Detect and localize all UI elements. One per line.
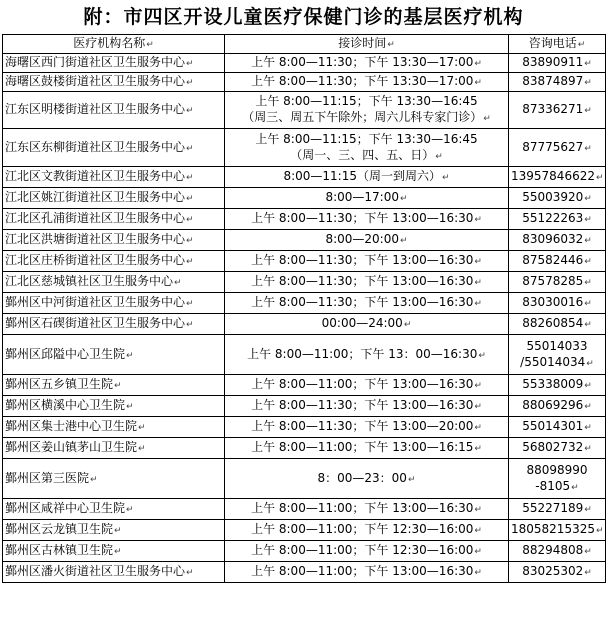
hours-cell [225, 167, 509, 188]
phone-line: 56802732↵ [522, 440, 592, 454]
hours-cell [225, 129, 509, 167]
phone-line: 83890911↵ [522, 55, 592, 69]
hours-line: 8：00—23：00↵ [317, 470, 416, 485]
hours-line: 上午 8:00—11:00；下午 13：00—16:30↵ [247, 346, 486, 361]
hours-line: 上午 8:00—11:00；下午 12:30—16:00↵ [251, 543, 482, 557]
table-row [3, 54, 606, 73]
institution-name-cell: 海曙区鼓楼街道社区卫生服务中心↵ [3, 73, 225, 92]
phone-line: 88069296↵ [522, 398, 592, 412]
phone-cell [509, 209, 606, 230]
table-row [3, 293, 606, 314]
institution-name-cell: 鄞州区邱隘中心卫生院↵ [3, 335, 225, 375]
table-row [3, 459, 606, 499]
table-row [3, 438, 606, 459]
institution-name: 鄞州区横溪中心卫生院 [5, 398, 126, 412]
institution-name-cell: 江北区文教街道社区卫生服务中心↵ [3, 167, 225, 188]
table-row [3, 520, 606, 541]
institution-name: 鄞州区云龙镇卫生院 [5, 522, 114, 536]
phone-cell [509, 293, 606, 314]
phone-cell [509, 520, 606, 541]
phone-line: 13957846622↵ [511, 169, 604, 183]
hours-cell [225, 562, 509, 583]
table-row [3, 188, 606, 209]
clinic-table [2, 34, 606, 583]
hours-cell [225, 54, 509, 73]
institution-name: 鄞州区姜山镇茅山卫生院 [5, 440, 138, 454]
phone-cell [509, 417, 606, 438]
phone-cell [509, 188, 606, 209]
table-row [3, 230, 606, 251]
phone-cell [509, 129, 606, 167]
hours-line: 00:00—24:00↵ [321, 316, 412, 330]
institution-name-cell: 江北区庄桥街道社区卫生服务中心↵ [3, 251, 225, 272]
institution-name-cell: 鄞州区中河街道社区卫生服务中心↵ [3, 293, 225, 314]
hours-cell [225, 73, 509, 92]
hours-line: 8:00—11:15（周一到周六）↵ [283, 169, 450, 183]
phone-cell [509, 459, 606, 499]
phone-cell [509, 375, 606, 396]
institution-name: 江北区庄桥街道社区卫生服务中心 [5, 253, 186, 267]
institution-name-cell: 鄞州区云龙镇卫生院↵ [3, 520, 225, 541]
hours-cell [225, 188, 509, 209]
institution-name-cell: 江北区姚江街道社区卫生服务中心↵ [3, 188, 225, 209]
hours-line: 上午 8:00—11:30；下午 13:00—20:00↵ [251, 419, 482, 433]
phone-cell [509, 230, 606, 251]
phone-cell [509, 92, 606, 129]
phone-line: 18058215325↵ [511, 522, 604, 536]
phone-cell [509, 335, 606, 375]
hours-cell [225, 499, 509, 520]
header-hours: 接诊时间↵ [225, 35, 509, 54]
phone-cell [509, 396, 606, 417]
hours-cell [225, 396, 509, 417]
phone-line: 55122263↵ [522, 211, 592, 225]
institution-name: 江北区慈城镇社区卫生服务中心 [5, 274, 174, 288]
phone-cell [509, 73, 606, 92]
hours-line: 上午 8:00—11:15；下午 13:30—16:45 [255, 131, 478, 146]
institution-name-cell: 鄞州区潘火街道社区卫生服务中心↵ [3, 562, 225, 583]
hours-line: 上午 8:00—11:00；下午 13:00—16:15↵ [251, 440, 482, 454]
table-row [3, 499, 606, 520]
phone-line: 87336271↵ [522, 102, 592, 116]
institution-name-cell: 江北区慈城镇社区卫生服务中心↵ [3, 272, 225, 293]
phone-cell [509, 499, 606, 520]
header-phone: 咨询电话↵ [509, 35, 606, 54]
hours-cell [225, 541, 509, 562]
institution-name: 江北区文教街道社区卫生服务中心 [5, 169, 186, 183]
phone-cell [509, 438, 606, 459]
phone-cell [509, 562, 606, 583]
hours-cell [225, 520, 509, 541]
phone-cell [509, 541, 606, 562]
phone-line: 87775627↵ [522, 139, 592, 154]
institution-name-cell: 鄞州区集士港中心卫生院↵ [3, 417, 225, 438]
hours-line: （周一、三、四、五、日）↵ [290, 147, 443, 162]
hours-cell [225, 417, 509, 438]
hours-cell [225, 272, 509, 293]
page-title: 附：市四区开设儿童医疗保健门诊的基层医疗机构 [83, 6, 524, 28]
table-row [3, 167, 606, 188]
hours-cell [225, 209, 509, 230]
hours-line: 上午 8:00—11:00；下午 13:00—16:30↵ [251, 564, 482, 578]
phone-line: 88260854↵ [522, 316, 592, 330]
phone-line: 55227189↵ [522, 501, 592, 515]
phone-cell [509, 272, 606, 293]
hours-line: 上午 8:00—11:30；下午 13:00—16:30↵ [251, 253, 482, 267]
table-row [3, 396, 606, 417]
institution-name: 鄞州区邱隘中心卫生院 [5, 346, 126, 361]
institution-name: 鄞州区集士港中心卫生院 [5, 419, 138, 433]
hours-cell [225, 251, 509, 272]
institution-name-cell: 海曙区西门街道社区卫生服务中心↵ [3, 54, 225, 73]
hours-cell [225, 438, 509, 459]
hours-line: 8:00—17:00↵ [325, 190, 408, 204]
institution-name-cell: 鄞州区五乡镇卫生院↵ [3, 375, 225, 396]
table-row [3, 209, 606, 230]
institution-name-cell: 江东区东柳街道社区卫生服务中心↵ [3, 129, 225, 167]
institution-name: 鄞州区五乡镇卫生院 [5, 377, 114, 391]
hours-line: 上午 8:00—11:15；下午 13:30—16:45 [255, 94, 478, 108]
phone-line: 55338009↵ [522, 377, 592, 391]
institution-name: 江北区姚江街道社区卫生服务中心 [5, 190, 186, 204]
hours-line: 上午 8:00—11:00；下午 13:00—16:30↵ [251, 501, 482, 515]
institution-name-cell: 江东区明楼街道社区卫生服务中心↵ [3, 92, 225, 129]
institution-name: 江东区东柳街道社区卫生服务中心 [5, 139, 186, 154]
institution-name-cell: 鄞州区横溪中心卫生院↵ [3, 396, 225, 417]
table-row [3, 562, 606, 583]
hours-line: 上午 8:00—11:30；下午 13:30—17:00↵ [251, 74, 482, 88]
phone-line: 83025302↵ [522, 564, 592, 578]
table-row [3, 375, 606, 396]
table-row [3, 335, 606, 375]
institution-name-cell: 鄞州区石碶街道社区卫生服务中心↵ [3, 314, 225, 335]
phone-line: 55003920↵ [522, 190, 592, 204]
phone-cell [509, 314, 606, 335]
institution-name: 鄞州区潘火街道社区卫生服务中心 [5, 564, 186, 578]
institution-name: 江东区明楼街道社区卫生服务中心 [5, 102, 186, 116]
institution-name: 鄞州区咸祥中心卫生院 [5, 501, 126, 515]
institution-name: 鄞州区古林镇卫生院 [5, 543, 114, 557]
table-row [3, 417, 606, 438]
institution-name: 鄞州区中河街道社区卫生服务中心 [5, 295, 186, 309]
table-row [3, 129, 606, 167]
hours-line: （周三、周五下午除外；周六儿科专家门诊）↵ [242, 110, 491, 124]
institution-name-cell: 鄞州区古林镇卫生院↵ [3, 541, 225, 562]
phone-line: 87582446↵ [522, 253, 592, 267]
header-name: 医疗机构名称↵ [3, 35, 225, 54]
institution-name: 海曙区西门街道社区卫生服务中心 [5, 55, 186, 69]
hours-cell [225, 293, 509, 314]
hours-cell [225, 375, 509, 396]
phone-line: 87578285↵ [522, 274, 592, 288]
institution-name-cell: 江北区孔浦街道社区卫生服务中心↵ [3, 209, 225, 230]
institution-name-cell: 鄞州区咸祥中心卫生院↵ [3, 499, 225, 520]
phone-line: 55014033 [526, 338, 588, 353]
hours-line: 8:00—20:00↵ [325, 232, 408, 246]
institution-name-cell: 鄞州区姜山镇茅山卫生院↵ [3, 438, 225, 459]
phone-line: /55014034↵ [520, 354, 594, 369]
hours-cell [225, 92, 509, 129]
phone-line: 88294808↵ [522, 543, 592, 557]
table-header-row [3, 35, 606, 54]
phone-cell [509, 54, 606, 73]
hours-cell [225, 314, 509, 335]
phone-line: 55014301↵ [522, 419, 592, 433]
hours-line: 上午 8:00—11:00；下午 13:00—16:30↵ [251, 377, 482, 391]
table-row [3, 541, 606, 562]
phone-line: 83030016↵ [522, 295, 592, 309]
institution-name: 江北区孔浦街道社区卫生服务中心 [5, 211, 186, 225]
hours-cell [225, 335, 509, 375]
institution-name-cell: 鄞州区第三医院↵ [3, 459, 225, 499]
table-row [3, 73, 606, 92]
institution-name: 海曙区鼓楼街道社区卫生服务中心 [5, 74, 186, 88]
table-row [3, 272, 606, 293]
hours-line: 上午 8:00—11:30；下午 13:00—16:30↵ [251, 274, 482, 288]
phone-line: -8105↵ [535, 478, 579, 493]
phone-cell [509, 167, 606, 188]
hours-cell [225, 230, 509, 251]
table-row [3, 251, 606, 272]
hours-line: 上午 8:00—11:30；下午 13:00—16:30↵ [251, 211, 482, 225]
hours-line: 上午 8:00—11:00；下午 12:30—16:00↵ [251, 522, 482, 536]
hours-line: 上午 8:00—11:30；下午 13:00—16:30↵ [251, 398, 482, 412]
phone-line: 83096032↵ [522, 232, 592, 246]
hours-line: 上午 8:00—11:30；下午 13:30—17:00↵ [251, 55, 482, 69]
institution-name: 鄞州区第三医院 [5, 470, 90, 485]
phone-line: 88098990 [526, 462, 588, 477]
hours-cell [225, 459, 509, 499]
phone-line: 83874897↵ [522, 74, 592, 88]
institution-name: 鄞州区石碶街道社区卫生服务中心 [5, 316, 186, 330]
hours-line: 上午 8:00—11:30；下午 13:00—16:30↵ [251, 295, 482, 309]
table-row [3, 92, 606, 129]
phone-cell [509, 251, 606, 272]
table-row [3, 314, 606, 335]
institution-name-cell: 江北区洪塘街道社区卫生服务中心↵ [3, 230, 225, 251]
institution-name: 江北区洪塘街道社区卫生服务中心 [5, 232, 186, 246]
